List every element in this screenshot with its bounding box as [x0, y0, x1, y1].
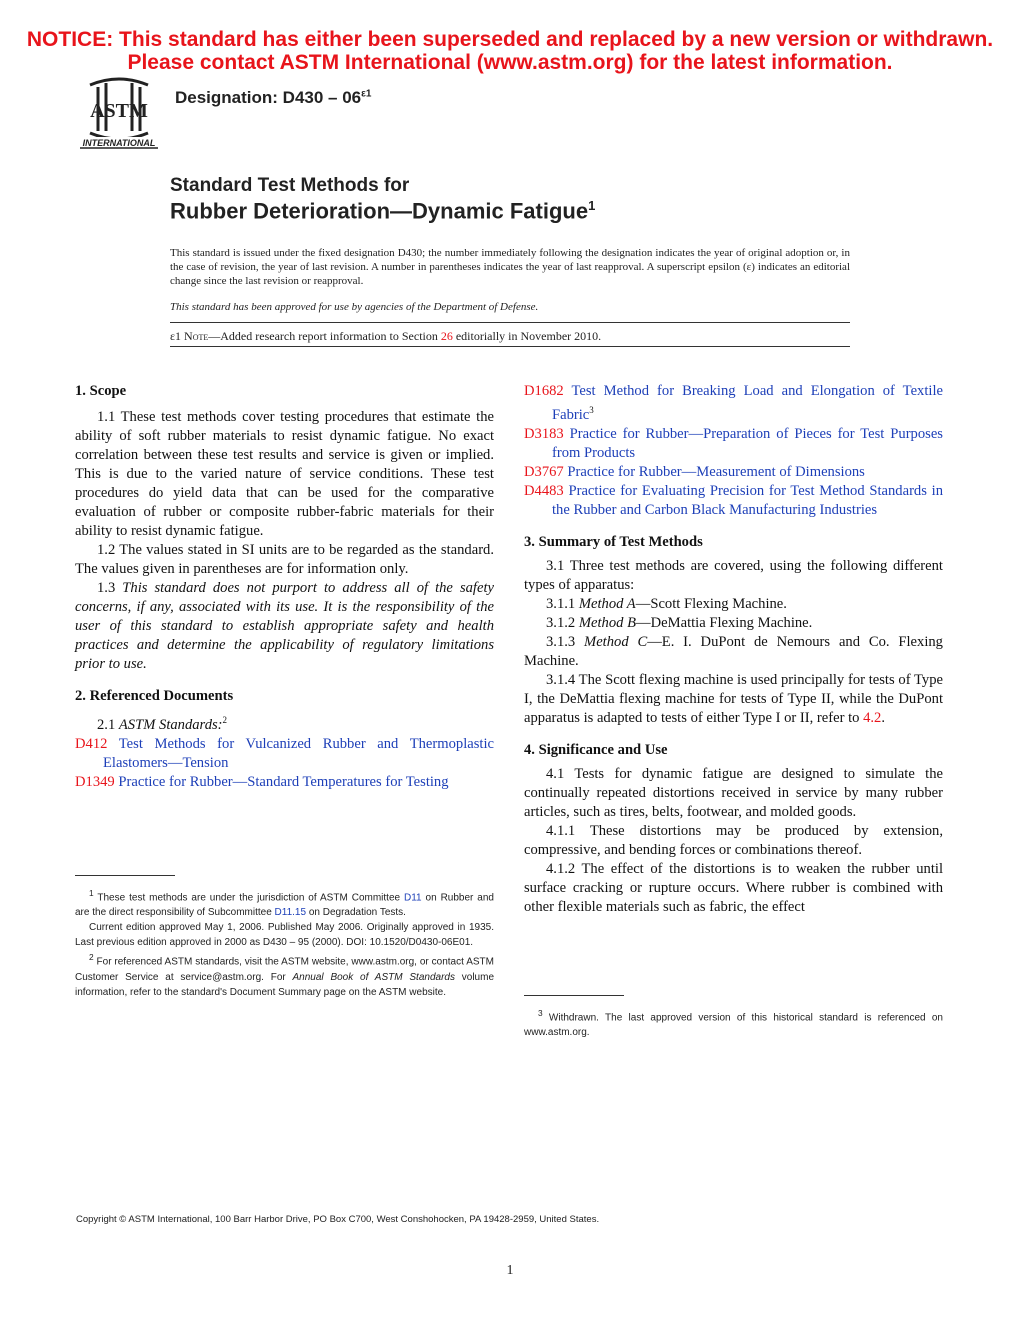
- committee-link[interactable]: D11: [404, 892, 422, 904]
- copyright: Copyright © ASTM International, 100 Barr Harbor Drive, PO Box C700, West Conshohocken, PA 19428-2959, United States.: [76, 1214, 600, 1225]
- editorial-note: [170, 329, 601, 344]
- footnote-2: [75, 950, 494, 999]
- notice-line-1: NOTICE: This standard has either been superseded and replaced by a new version or withdrawn.: [26, 28, 994, 51]
- para-1-2: 1.2 The values stated in SI units are to be regarded as the standard. The values given in parentheses are for information only.: [75, 542, 494, 577]
- para-2-1: [75, 711, 494, 735]
- para-2-1-text: ASTM Standards:: [118, 716, 223, 733]
- note-text-a: —Added research report information to Section: [208, 329, 441, 343]
- note-section-link[interactable]: 26: [440, 329, 453, 343]
- method-text: —Scott Flexing Machine.: [635, 595, 787, 612]
- para-4-1-2: 4.1.2 The effect of the distortions is to weaken the rubber until surface cracking or rupture occurs. Where rubber is combined with other flexible materials such as fabric, the effect: [524, 860, 943, 915]
- note-label: Note: [184, 329, 209, 343]
- ref-d3767[interactable]: [524, 463, 943, 482]
- footnote-2-sup: 2: [89, 952, 94, 963]
- footnote-rule-right: [524, 995, 624, 996]
- para-4-1-1: 4.1.1 These distortions may be produced by extension, compressive, and bending forces or combinations thereof.: [524, 822, 943, 858]
- footnote-2-italic: Annual Book of ASTM Standards: [292, 971, 455, 983]
- designation-sup: ε1: [361, 88, 372, 100]
- para-3-1-1: [524, 595, 943, 614]
- logo-subtext: INTERNATIONAL: [82, 138, 156, 148]
- designation: [175, 88, 371, 108]
- para-1-1: 1.1 These test methods cover testing procedures that estimate the ability of soft rubber materials to resist dynamic fatigue. No exact correlation between these test results and service is given or implied. This is due to the varied nature of service conditions. These test procedures do yield data that can be used for the comparative evaluation of rubber or composite rubber-fabric materials for their ability to resist dynamic fatigue.: [75, 409, 494, 539]
- notice-line-2: Please contact ASTM International (www.astm.org) for the latest information.: [127, 51, 893, 74]
- ref-code[interactable]: D1682: [524, 383, 564, 399]
- title-line-1: Standard Test Methods for: [170, 175, 410, 196]
- section-4-2-link[interactable]: 4.2: [863, 709, 882, 726]
- para-num: 3.1.3: [546, 633, 585, 650]
- footnote-1-sup: 1: [89, 888, 94, 898]
- title-line-2: [170, 198, 595, 224]
- para-2-1-sup: 2: [222, 715, 228, 725]
- footnote-3: [524, 1006, 943, 1040]
- ref-code[interactable]: D1349: [75, 773, 115, 790]
- ref-d1682[interactable]: [524, 382, 943, 425]
- ref-d412[interactable]: [75, 735, 494, 773]
- method-label: Method A: [578, 595, 636, 612]
- method-text: —DeMattia Flexing Machine.: [636, 614, 813, 631]
- ref-d3183[interactable]: [524, 425, 943, 463]
- ref-d1349[interactable]: [75, 773, 494, 792]
- ref-title[interactable]: Test Methods for Vulcanized Rubber and Thermoplastic Elastomers—Tension: [103, 735, 494, 771]
- footnote-1-text-c: on Degradation Tests.: [306, 907, 406, 919]
- section-2-heading: 2. Referenced Documents: [75, 688, 234, 704]
- dod-approval: This standard has been approved for use by agencies of the Department of Defense.: [170, 301, 539, 313]
- ref-title[interactable]: Practice for Rubber—Standard Temperatures for Testing: [118, 773, 449, 790]
- para-2-1-num: 2.1: [97, 716, 119, 733]
- para-3-1: 3.1 Three test methods are covered, using the following different types of apparatus:: [524, 557, 943, 593]
- note-epsilon: ε1: [170, 329, 182, 343]
- left-column: [75, 382, 494, 792]
- section-3-heading: 3. Summary of Test Methods: [524, 533, 703, 550]
- para-3-1-4-end: .: [881, 709, 886, 726]
- footnote-1: [75, 886, 494, 920]
- ref-code[interactable]: D3183: [524, 425, 564, 442]
- footnote-rule-left: [75, 875, 175, 876]
- footnote-2-text-b: volume information, refer to the standard's Document Summary page on the ASTM website.: [75, 971, 494, 998]
- para-3-1-4: [524, 671, 943, 728]
- ref-code[interactable]: D4483: [524, 482, 564, 499]
- method-label: Method B: [578, 614, 636, 631]
- note-text-b: editorially in November 2010.: [452, 329, 602, 343]
- method-text: —E. I. DuPont de Nemours and Co. Flexing Machine.: [524, 633, 943, 669]
- section-1-heading: 1. Scope: [75, 383, 127, 399]
- para-4-1: 4.1 Tests for dynamic fatigue are designed to simulate the continually repeated distortions received in service by many rubber articles, such as tires, belts, footwear, and molded goods.: [524, 765, 943, 820]
- para-num: 3.1.1: [546, 595, 579, 612]
- issuance-statement: This standard is issued under the fixed designation D430; the number immediately following the designation indicates the year of original adoption or, in the case of revision, the year of last revision. A number in parentheses indicates the year of last reapproval. A superscript epsilon (ε) indicates an editorial change since the last revision or reapproval.: [170, 247, 850, 287]
- ref-code[interactable]: D412: [75, 735, 108, 752]
- footnote-3-sup: 3: [538, 1008, 543, 1018]
- footnote-1-text-a: These test methods are under the jurisdiction of ASTM Committee: [93, 892, 404, 904]
- footnote-1-text-b: on Rubber and are the direct responsibility of Subcommittee: [75, 892, 494, 919]
- divider-top: [170, 322, 850, 323]
- divider-bottom: [170, 346, 850, 347]
- footnote-1-edition: Current edition approved May 1, 2006. Published May 2006. Originally approved in 1935. Last previous edition approved in 2000 as D430 – 95 (2000). DOI: 10.1520/D0430-06E01.: [75, 922, 494, 949]
- para-1-3: [75, 579, 494, 674]
- ref-sup: 3: [589, 405, 594, 415]
- para-1-3-text: This standard does not purport to address all of the safety concerns, if any, associated with its use. It is the responsibility of the user of this standard to establish appropriate safety and health practices and determine the applicability of regulatory limitations prior to use.: [75, 580, 494, 672]
- title-text: Rubber Deterioration—Dynamic Fatigue: [170, 198, 589, 224]
- footnote-2-text-a: For referenced ASTM standards, visit the ASTM website, www.astm.org, or contact ASTM Customer Service at service@astm.org. For: [75, 956, 494, 983]
- footnotes-left: [75, 886, 494, 1000]
- right-column: [524, 382, 943, 917]
- astm-logo: [76, 75, 162, 149]
- method-label: Method C: [584, 633, 648, 650]
- ref-d4483[interactable]: [524, 482, 943, 520]
- footnotes-right: [524, 1006, 943, 1040]
- para-3-1-2: [524, 614, 943, 633]
- ref-title[interactable]: Practice for Rubber—Measurement of Dimensions: [567, 463, 865, 480]
- para-1-3-num: 1.3: [97, 580, 123, 596]
- title-footnote-ref: 1: [588, 198, 596, 213]
- page-number: 1: [506, 1263, 514, 1278]
- section-4-heading: 4. Significance and Use: [524, 741, 668, 758]
- logo-text: ASTM: [90, 100, 148, 122]
- ref-title[interactable]: Practice for Evaluating Precision for Test Method Standards in the Rubber and Carbon Black Manufacturing Industries: [552, 482, 943, 518]
- para-3-1-4-text: 3.1.4 The Scott flexing machine is used principally for tests of Type I, the DeMattia flexing machine for tests of Type II, while the DuPont apparatus is adapted to tests of either Type I or II, refer to: [524, 671, 943, 726]
- ref-title[interactable]: Test Method for Breaking Load and Elongation of Textile Fabric: [552, 383, 943, 423]
- subcommittee-link[interactable]: D11.15: [274, 907, 307, 919]
- para-3-1-3: [524, 633, 943, 671]
- designation-label: Designation: D430 – 06: [175, 88, 362, 107]
- para-num: 3.1.2: [546, 614, 579, 631]
- ref-code[interactable]: D3767: [524, 463, 564, 480]
- ref-title[interactable]: Practice for Rubber—Preparation of Pieces for Test Purposes from Products: [552, 425, 943, 461]
- footnote-3-text: Withdrawn. The last approved version of this historical standard is referenced on www.astm.org.: [524, 1012, 943, 1039]
